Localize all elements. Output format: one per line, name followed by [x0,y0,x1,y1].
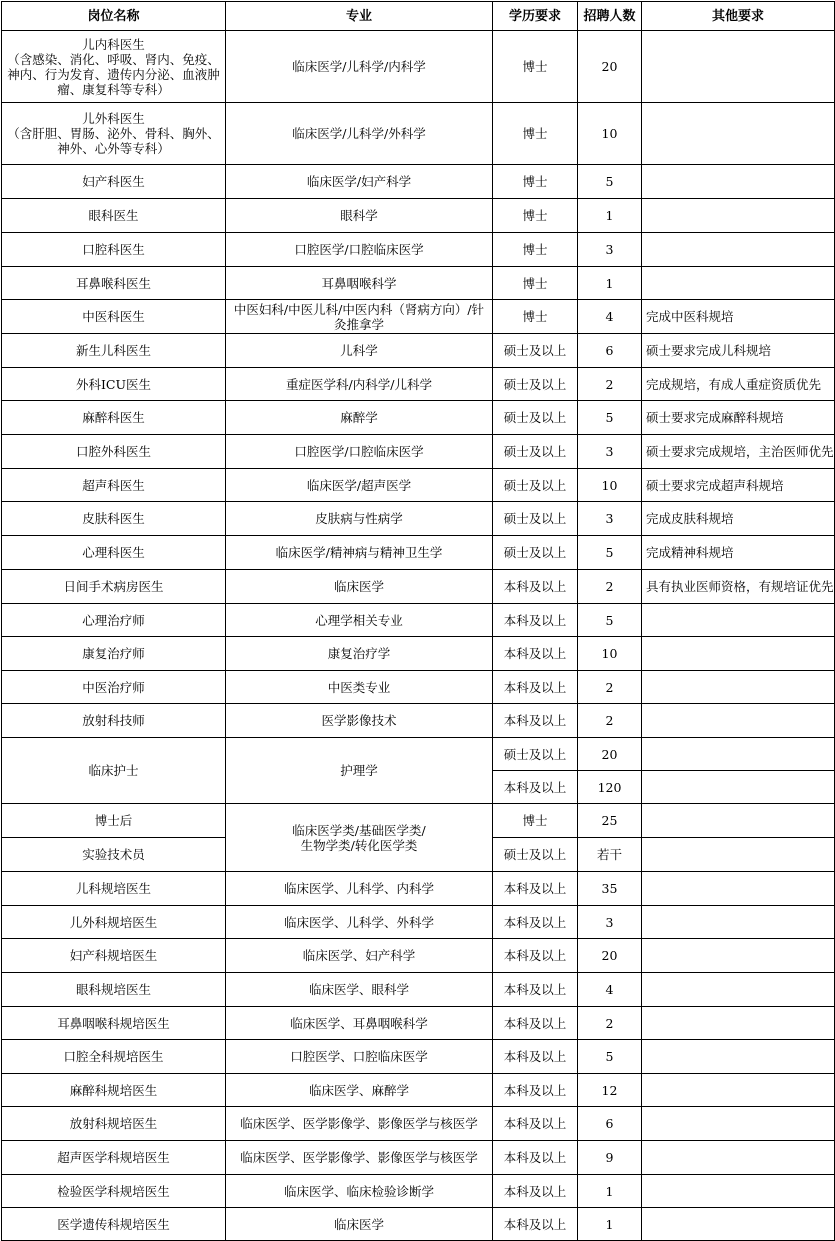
header-row [2,2,835,31]
education-cell: 本科及以上 [493,570,578,604]
table-row [2,368,835,401]
major-cell: 口腔医学、口腔临床医学 [226,1040,493,1074]
other-cell: 完成规培，有成人重症资质优先 [642,368,835,401]
other-cell [642,1141,835,1175]
table-row [2,103,835,165]
table-row [2,604,835,637]
table-row [2,31,835,103]
position-cell: 心理治疗师 [2,604,226,637]
other-cell: 完成精神科规培 [642,536,835,570]
count-cell: 5 [578,165,642,199]
header-position: 岗位名称 [2,2,226,31]
education-cell: 硕士及以上 [493,435,578,469]
position-cell: 儿科规培医生 [2,872,226,906]
education-cell: 本科及以上 [493,704,578,738]
header-major: 专业 [226,2,493,31]
major-cell: 重症医学科/内科学/儿科学 [226,368,493,401]
table-row [2,906,835,939]
position-cell: 儿外科医生 （含肝胆、胃肠、泌外、骨科、胸外、神外、心外等专科） [2,103,226,165]
education-cell: 博士 [493,804,578,838]
count-cell: 5 [578,1040,642,1074]
major-cell: 儿科学 [226,334,493,368]
major-cell: 麻醉学 [226,401,493,435]
education-cell: 硕士及以上 [493,368,578,401]
table-row [2,1074,835,1107]
other-cell: 完成中医科规培 [642,300,835,334]
position-cell: 超声科医生 [2,469,226,502]
count-cell: 3 [578,502,642,536]
table-row [2,1107,835,1141]
table-row [2,1141,835,1175]
position-cell: 临床护士 [2,738,226,804]
other-cell [642,1175,835,1208]
position-cell: 儿外科规培医生 [2,906,226,939]
position-cell: 儿内科医生 （含感染、消化、呼吸、肾内、免疫、神内、行为发育、遗传内分泌、血液肿瘤、康复科等专科） [2,31,226,103]
count-cell: 5 [578,401,642,435]
other-cell [642,1107,835,1141]
table-row [2,671,835,704]
other-cell: 具有执业医师资格，有规培证优先 [642,570,835,604]
education-cell: 本科及以上 [493,1040,578,1074]
position-cell: 博士后 [2,804,226,838]
education-cell: 博士 [493,103,578,165]
position-cell: 妇产科规培医生 [2,939,226,973]
table-row [2,637,835,671]
major-cell: 口腔医学/口腔临床医学 [226,233,493,267]
position-cell: 麻醉科规培医生 [2,1074,226,1107]
major-cell: 临床医学类/基础医学类/ 生物学类/转化医学类 [226,804,493,872]
education-cell: 本科及以上 [493,1074,578,1107]
table-row [2,300,835,334]
other-cell [642,233,835,267]
education-cell: 硕士及以上 [493,401,578,435]
table-row [2,401,835,435]
count-cell: 6 [578,334,642,368]
education-cell: 硕士及以上 [493,502,578,536]
count-cell: 1 [578,199,642,233]
major-cell: 临床医学/妇产科学 [226,165,493,199]
count-cell: 1 [578,267,642,300]
other-cell [642,804,835,838]
position-cell: 眼科医生 [2,199,226,233]
education-cell: 本科及以上 [493,771,578,804]
position-cell: 口腔外科医生 [2,435,226,469]
other-cell [642,973,835,1007]
count-cell: 3 [578,906,642,939]
table-row [2,469,835,502]
count-cell: 3 [578,233,642,267]
major-cell: 临床医学/儿科学/外科学 [226,103,493,165]
count-cell: 3 [578,435,642,469]
education-cell: 本科及以上 [493,1175,578,1208]
position-cell: 皮肤科医生 [2,502,226,536]
count-cell: 10 [578,469,642,502]
count-cell: 20 [578,738,642,771]
recruitment-table [1,1,835,1241]
major-cell: 临床医学、儿科学、内科学 [226,872,493,906]
major-cell: 临床医学、医学影像学、影像医学与核医学 [226,1141,493,1175]
other-cell [642,267,835,300]
other-cell [642,604,835,637]
major-cell: 康复治疗学 [226,637,493,671]
position-cell: 眼科规培医生 [2,973,226,1007]
education-cell: 本科及以上 [493,637,578,671]
education-cell: 硕士及以上 [493,838,578,872]
education-cell: 硕士及以上 [493,334,578,368]
count-cell: 10 [578,103,642,165]
table-row [2,267,835,300]
other-cell [642,838,835,872]
table-row [2,872,835,906]
position-cell: 中医治疗师 [2,671,226,704]
major-cell: 耳鼻咽喉科学 [226,267,493,300]
table-row [2,973,835,1007]
table-row [2,435,835,469]
major-cell: 临床医学、眼科学 [226,973,493,1007]
table-row [2,233,835,267]
position-cell: 检验医学科规培医生 [2,1175,226,1208]
count-cell: 2 [578,704,642,738]
education-cell: 博士 [493,31,578,103]
count-cell: 5 [578,604,642,637]
table-row [2,704,835,738]
header-education: 学历要求 [493,2,578,31]
education-cell: 博士 [493,300,578,334]
count-cell: 25 [578,804,642,838]
table-row [2,334,835,368]
education-cell: 博士 [493,233,578,267]
other-cell [642,199,835,233]
position-cell: 心理科医生 [2,536,226,570]
table-row [2,939,835,973]
education-cell: 本科及以上 [493,906,578,939]
count-cell: 9 [578,1141,642,1175]
education-cell: 本科及以上 [493,872,578,906]
education-cell: 本科及以上 [493,1208,578,1241]
count-cell: 10 [578,637,642,671]
position-cell: 麻醉科医生 [2,401,226,435]
position-cell: 康复治疗师 [2,637,226,671]
major-cell: 临床医学、麻醉学 [226,1074,493,1107]
major-cell: 临床医学/精神病与精神卫生学 [226,536,493,570]
major-cell: 临床医学/儿科学/内科学 [226,31,493,103]
position-cell: 实验技术员 [2,838,226,872]
major-cell: 皮肤病与性病学 [226,502,493,536]
count-cell: 1 [578,1175,642,1208]
table-row [2,1208,835,1241]
count-cell: 2 [578,1007,642,1040]
other-cell: 硕士要求完成儿科规培 [642,334,835,368]
major-cell: 临床医学 [226,1208,493,1241]
other-cell: 完成皮肤科规培 [642,502,835,536]
other-cell [642,165,835,199]
count-cell: 5 [578,536,642,570]
other-cell [642,738,835,771]
table-row [2,570,835,604]
education-cell: 硕士及以上 [493,536,578,570]
major-cell: 临床医学、耳鼻咽喉科学 [226,1007,493,1040]
position-cell: 口腔全科规培医生 [2,1040,226,1074]
position-cell: 超声医学科规培医生 [2,1141,226,1175]
count-cell: 2 [578,570,642,604]
table-row [2,1175,835,1208]
other-cell [642,939,835,973]
table-row [2,738,835,771]
other-cell [642,1040,835,1074]
other-cell: 硕士要求完成超声科规培 [642,469,835,502]
position-cell: 中医科医生 [2,300,226,334]
table-row [2,199,835,233]
other-cell [642,1007,835,1040]
position-cell: 外科ICU医生 [2,368,226,401]
other-cell [642,637,835,671]
header-other: 其他要求 [642,2,835,31]
education-cell: 本科及以上 [493,1007,578,1040]
position-cell: 新生儿科医生 [2,334,226,368]
position-cell: 耳鼻咽喉科规培医生 [2,1007,226,1040]
table-row [2,165,835,199]
major-cell: 心理学相关专业 [226,604,493,637]
count-cell: 120 [578,771,642,804]
education-cell: 硕士及以上 [493,738,578,771]
position-cell: 放射科规培医生 [2,1107,226,1141]
education-cell: 本科及以上 [493,939,578,973]
other-cell [642,771,835,804]
other-cell [642,906,835,939]
other-cell: 硕士要求完成规培，主治医师优先 [642,435,835,469]
major-cell: 临床医学、临床检验诊断学 [226,1175,493,1208]
major-cell: 临床医学、妇产科学 [226,939,493,973]
education-cell: 本科及以上 [493,604,578,637]
major-cell: 护理学 [226,738,493,804]
count-cell: 35 [578,872,642,906]
count-cell: 20 [578,31,642,103]
count-cell: 4 [578,300,642,334]
position-cell: 妇产科医生 [2,165,226,199]
education-cell: 博士 [493,199,578,233]
table-row [2,536,835,570]
major-cell: 临床医学、儿科学、外科学 [226,906,493,939]
education-cell: 博士 [493,165,578,199]
other-cell [642,1208,835,1241]
table-body [2,31,835,1241]
table-row [2,502,835,536]
education-cell: 本科及以上 [493,1107,578,1141]
position-cell: 耳鼻喉科医生 [2,267,226,300]
other-cell: 硕士要求完成麻醉科规培 [642,401,835,435]
other-cell [642,103,835,165]
education-cell: 硕士及以上 [493,469,578,502]
education-cell: 博士 [493,267,578,300]
count-cell: 1 [578,1208,642,1241]
other-cell [642,31,835,103]
position-cell: 口腔科医生 [2,233,226,267]
major-cell: 临床医学/超声医学 [226,469,493,502]
position-cell: 放射科技师 [2,704,226,738]
count-cell: 2 [578,368,642,401]
count-cell: 若干 [578,838,642,872]
header-count: 招聘人数 [578,2,642,31]
table-row [2,1040,835,1074]
count-cell: 12 [578,1074,642,1107]
other-cell [642,671,835,704]
other-cell [642,872,835,906]
position-cell: 日间手术病房医生 [2,570,226,604]
education-cell: 本科及以上 [493,671,578,704]
major-cell: 中医妇科/中医儿科/中医内科（肾病方向）/针灸推拿学 [226,300,493,334]
count-cell: 20 [578,939,642,973]
major-cell: 中医类专业 [226,671,493,704]
education-cell: 本科及以上 [493,973,578,1007]
major-cell: 临床医学 [226,570,493,604]
major-cell: 口腔医学/口腔临床医学 [226,435,493,469]
major-cell: 眼科学 [226,199,493,233]
other-cell [642,704,835,738]
education-cell: 本科及以上 [493,1141,578,1175]
major-cell: 临床医学、医学影像学、影像医学与核医学 [226,1107,493,1141]
count-cell: 2 [578,671,642,704]
other-cell [642,1074,835,1107]
table-row [2,804,835,838]
count-cell: 6 [578,1107,642,1141]
table-row [2,1007,835,1040]
count-cell: 4 [578,973,642,1007]
major-cell: 医学影像技术 [226,704,493,738]
position-cell: 医学遗传科规培医生 [2,1208,226,1241]
